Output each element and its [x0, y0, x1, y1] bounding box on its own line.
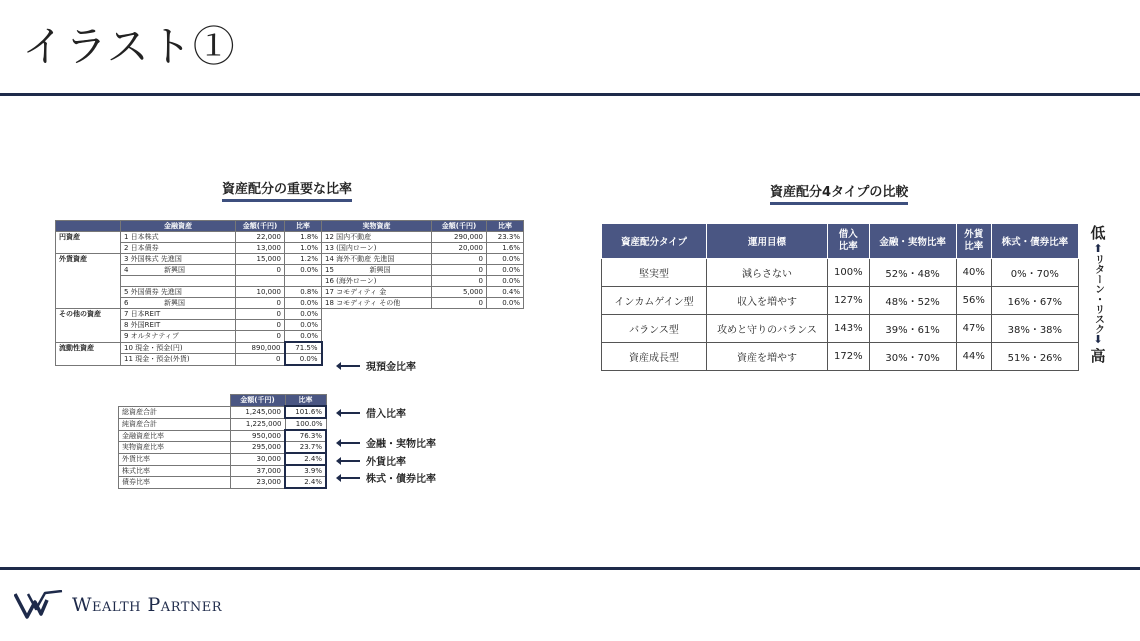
wealth-partner-logo-icon — [14, 590, 64, 620]
real-ratio: 0.0% — [487, 265, 524, 276]
fin-name: 8 外国REIT — [121, 320, 236, 331]
summary-header-row — [119, 395, 327, 407]
fin-amount: 0 — [236, 309, 285, 320]
real-ratio-header: 比率 — [487, 221, 524, 232]
arrow-left-icon — [340, 412, 360, 414]
left-title-text: 資産配分の重要な比率 — [222, 182, 353, 197]
fin-real-cell: 52%・48% — [869, 259, 956, 287]
fin-name: 10 現金・預金(円) — [121, 342, 236, 354]
borrow-cell: 143% — [828, 315, 870, 343]
table-row — [602, 287, 1079, 315]
empty-header — [56, 221, 121, 232]
table-row — [56, 232, 524, 243]
category-other: その他の資産 — [56, 309, 121, 343]
fx-ratio-callout — [340, 453, 406, 468]
fin-amount: 0 — [236, 331, 285, 343]
fin-ratio: 1.8% — [285, 232, 322, 243]
real-amount: 0 — [432, 265, 487, 276]
summary-amount: 23,000 — [230, 477, 285, 489]
fin-ratio: 0.0% — [285, 320, 322, 331]
fin-amount: 15,000 — [236, 254, 285, 265]
summary-ratio: 76.3% — [285, 430, 326, 442]
table-row — [602, 343, 1079, 371]
table-row — [56, 298, 524, 309]
real-amount: 0 — [432, 254, 487, 265]
real-amount: 290,000 — [432, 232, 487, 243]
category-foreign: 外貨資産 — [56, 254, 121, 309]
summary-ratio: 2.4% — [285, 477, 326, 489]
footer-divider — [0, 567, 1140, 570]
fin-name: 2 日本債券 — [121, 243, 236, 254]
type-cell: 堅実型 — [602, 259, 707, 287]
goal-cell: 減らさない — [707, 259, 828, 287]
borrow-cell: 172% — [828, 343, 870, 371]
arrow-down-icon: ⬇ — [1093, 333, 1103, 346]
allocation-header-row — [56, 221, 524, 232]
fin-ratio: 0.0% — [285, 265, 322, 276]
summary-label: 金融資産比率 — [119, 430, 231, 442]
cash-ratio-label: 現預金比率 — [366, 362, 416, 373]
type-header: 資産配分タイプ — [602, 224, 707, 259]
empty-space — [322, 309, 524, 366]
stock-bond-header: 株式・債券比率 — [991, 224, 1078, 259]
summary-amount: 37,000 — [230, 465, 285, 477]
stock-bond-ratio-callout — [340, 470, 436, 485]
arrow-left-icon — [340, 460, 360, 462]
fin-ratio: 0.8% — [285, 287, 322, 298]
real-ratio: 0.0% — [487, 276, 524, 287]
fin-asset-header: 金融資産 — [121, 221, 236, 232]
fin-amount: 22,000 — [236, 232, 285, 243]
real-asset-header: 実物資産 — [322, 221, 432, 232]
stock-bond-cell: 38%・38% — [991, 315, 1078, 343]
summary-ratio: 101.6% — [285, 406, 326, 418]
table-row — [119, 477, 327, 489]
real-name: 12 国内不動産 — [322, 232, 432, 243]
fin-amount: 0 — [236, 354, 285, 366]
fin-amount: 0 — [236, 298, 285, 309]
fx-cell: 40% — [956, 259, 991, 287]
goal-cell: 攻めと守りのバランス — [707, 315, 828, 343]
return-risk-scale — [1089, 222, 1107, 366]
borrow-ratio-label: 借入比率 — [366, 409, 406, 420]
fin-real-ratio-callout — [340, 435, 436, 450]
arrow-left-icon — [340, 442, 360, 444]
fin-ratio-header: 比率 — [285, 221, 322, 232]
real-name: 16 (海外ローン) — [322, 276, 432, 287]
arrow-up-icon: ⬆ — [1093, 242, 1103, 255]
fin-name — [121, 276, 236, 287]
fin-amount: 0 — [236, 265, 285, 276]
summary-label: 実物資産比率 — [119, 442, 231, 454]
fin-ratio: 0.0% — [285, 331, 322, 343]
summary-ratio: 100.0% — [285, 418, 326, 430]
table-row — [119, 430, 327, 442]
real-ratio: 1.6% — [487, 243, 524, 254]
fin-ratio: 71.5% — [285, 342, 322, 354]
summary-ratio: 2.4% — [285, 453, 326, 465]
fin-amount: 10,000 — [236, 287, 285, 298]
table-row — [56, 254, 524, 265]
table-row — [119, 442, 327, 454]
summary-label: 純資産合計 — [119, 418, 231, 430]
footer — [14, 590, 222, 620]
fin-name: 11 現金・預金(外貨) — [121, 354, 236, 366]
fin-amount: 890,000 — [236, 342, 285, 354]
real-name: 18 コモディティ その他 — [322, 298, 432, 309]
fin-real-cell: 48%・52% — [869, 287, 956, 315]
arrow-left-icon — [340, 477, 360, 479]
fin-ratio — [285, 276, 322, 287]
type-cell: 資産成長型 — [602, 343, 707, 371]
table-row — [119, 465, 327, 477]
fin-amount: 13,000 — [236, 243, 285, 254]
fin-name: 5 外国債券 先進国 — [121, 287, 236, 298]
empty-header — [119, 395, 231, 407]
table-row — [602, 259, 1079, 287]
real-name: 17 コモディティ 金 — [322, 287, 432, 298]
fin-amount: 0 — [236, 320, 285, 331]
real-ratio: 0.0% — [487, 254, 524, 265]
fin-name: 4 新興国 — [121, 265, 236, 276]
fin-name: 3 外国株式 先進国 — [121, 254, 236, 265]
real-name: 14 海外不動産 先進国 — [322, 254, 432, 265]
table-row — [56, 309, 524, 320]
borrow-ratio-callout — [340, 405, 406, 420]
fx-cell: 44% — [956, 343, 991, 371]
fin-name: 9 オルタナティブ — [121, 331, 236, 343]
summary-amount: 1,245,000 — [230, 406, 285, 418]
borrow-cell: 127% — [828, 287, 870, 315]
stock-bond-cell: 51%・26% — [991, 343, 1078, 371]
allocation-table — [55, 220, 524, 366]
summary-ratio: 23.7% — [285, 442, 326, 454]
summary-amount: 295,000 — [230, 442, 285, 454]
real-ratio: 23.3% — [487, 232, 524, 243]
fin-real-cell: 30%・70% — [869, 343, 956, 371]
table-row — [119, 418, 327, 430]
type-cell: バランス型 — [602, 315, 707, 343]
summary-amount-header: 金額(千円) — [230, 395, 285, 407]
stock-bond-cell: 16%・67% — [991, 287, 1078, 315]
fx-cell: 56% — [956, 287, 991, 315]
fin-ratio: 0.0% — [285, 298, 322, 309]
table-row — [56, 265, 524, 276]
summary-ratio: 3.9% — [285, 465, 326, 477]
arrow-left-icon — [340, 365, 360, 367]
table-row — [56, 287, 524, 298]
allocation-types-table — [601, 223, 1079, 371]
fin-ratio: 1.2% — [285, 254, 322, 265]
summary-label: 債券比率 — [119, 477, 231, 489]
brand-name: Wealth Partner — [72, 594, 223, 616]
type-cell: インカムゲイン型 — [602, 287, 707, 315]
fin-real-header: 金融・実物比率 — [869, 224, 956, 259]
fx-cell: 47% — [956, 315, 991, 343]
real-amount: 0 — [432, 276, 487, 287]
page-title: イラスト① — [22, 22, 236, 71]
fin-real-cell: 39%・61% — [869, 315, 956, 343]
real-name: 13 (国内ローン) — [322, 243, 432, 254]
borrow-cell: 100% — [828, 259, 870, 287]
real-amount: 0 — [432, 298, 487, 309]
goal-cell: 収入を増やす — [707, 287, 828, 315]
title-divider — [0, 93, 1140, 96]
category-yen: 円資産 — [56, 232, 121, 254]
fin-real-ratio-label: 金融・実物比率 — [366, 439, 436, 450]
fin-name: 1 日本株式 — [121, 232, 236, 243]
table-row — [119, 453, 327, 465]
goal-header: 運用目標 — [707, 224, 828, 259]
summary-label: 外貨比率 — [119, 453, 231, 465]
fin-amount-header: 金額(千円) — [236, 221, 285, 232]
real-ratio: 0.4% — [487, 287, 524, 298]
types-header-row — [602, 224, 1079, 259]
summary-amount: 30,000 — [230, 453, 285, 465]
stock-bond-ratio-label: 株式・債券比率 — [366, 474, 436, 485]
fin-ratio: 0.0% — [285, 309, 322, 320]
table-row — [119, 406, 327, 418]
summary-label: 総資産合計 — [119, 406, 231, 418]
summary-label: 株式比率 — [119, 465, 231, 477]
fin-name: 6 新興国 — [121, 298, 236, 309]
right-section-title — [770, 181, 908, 200]
fin-ratio: 0.0% — [285, 354, 322, 366]
risk-high-label: 高 — [1090, 347, 1106, 365]
risk-scale-label: リターン・リスク — [1092, 254, 1104, 334]
summary-table — [118, 394, 327, 489]
goal-cell: 資産を増やす — [707, 343, 828, 371]
fin-name: 7 日本REIT — [121, 309, 236, 320]
fx-ratio-label: 外貨比率 — [366, 457, 406, 468]
stock-bond-cell: 0%・70% — [991, 259, 1078, 287]
real-amount: 20,000 — [432, 243, 487, 254]
summary-amount: 950,000 — [230, 430, 285, 442]
real-ratio: 0.0% — [487, 298, 524, 309]
fin-amount — [236, 276, 285, 287]
left-section-title — [222, 178, 352, 197]
table-row — [56, 276, 524, 287]
summary-ratio-header: 比率 — [285, 395, 326, 407]
fx-header: 外貨 比率 — [956, 224, 991, 259]
summary-amount: 1,225,000 — [230, 418, 285, 430]
table-row — [602, 315, 1079, 343]
real-name: 15 新興国 — [322, 265, 432, 276]
borrow-header: 借入 比率 — [828, 224, 870, 259]
risk-low-label: 低 — [1090, 224, 1106, 242]
real-amount: 5,000 — [432, 287, 487, 298]
table-row — [56, 243, 524, 254]
fin-ratio: 1.0% — [285, 243, 322, 254]
right-title-text: 資産配分4タイプの比較 — [770, 185, 909, 200]
real-amount-header: 金額(千円) — [432, 221, 487, 232]
category-liquid: 流動性資産 — [56, 342, 121, 365]
cash-ratio-callout — [340, 358, 416, 373]
